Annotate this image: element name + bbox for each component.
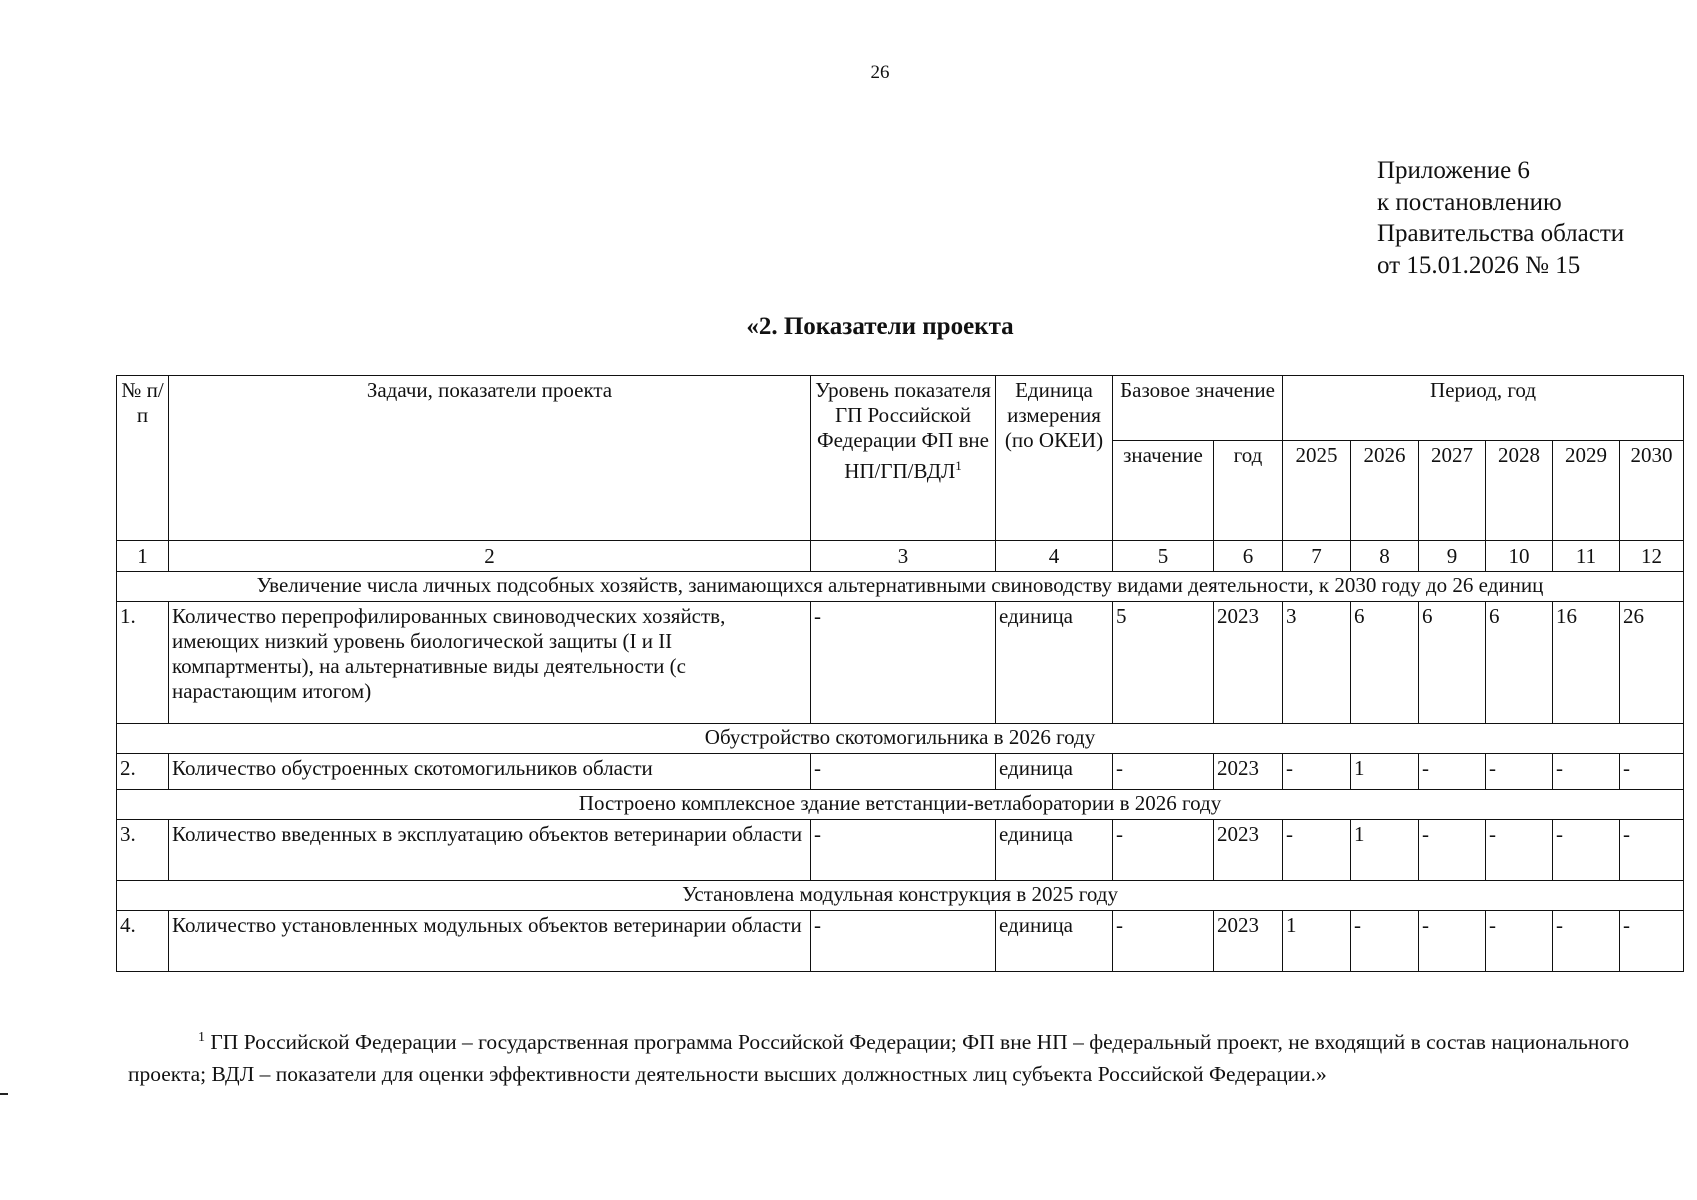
footnote-text: ГП Российской Федерации – государственная программа Российской Федерации; ФП вне НП – федеральный проект, не входящий в состав национального проекта; ВДЛ – показатели для оценки эффективности деятельности высших должностных лиц субъекта Российской Федерации.» <box>128 1029 1630 1086</box>
section-title: Установлена модульная конструкция в 2025 году <box>117 881 1684 911</box>
column-number: 4 <box>996 541 1113 572</box>
indicator-unit: единица <box>996 602 1113 724</box>
value-2026: 1 <box>1351 754 1419 790</box>
indicator-level: - <box>811 911 996 972</box>
column-number: 12 <box>1620 541 1684 572</box>
section-title: Обустройство скотомогильника в 2026 году <box>117 724 1684 754</box>
value-2030: - <box>1620 911 1684 972</box>
row-number: 4. <box>117 911 169 972</box>
margin-dash <box>0 1093 8 1095</box>
indicators-table <box>116 375 1684 972</box>
table-row <box>117 602 1684 724</box>
value-2030: - <box>1620 820 1684 881</box>
column-numbers-row <box>117 541 1684 572</box>
indicator-name: Количество введенных в эксплуатацию объектов ветеринарии области <box>169 820 811 881</box>
section-row <box>117 724 1684 754</box>
base-value: - <box>1113 754 1214 790</box>
value-2027: 6 <box>1419 602 1486 724</box>
indicator-unit: единица <box>996 754 1113 790</box>
value-2028: 6 <box>1486 602 1553 724</box>
base-value: 5 <box>1113 602 1214 724</box>
indicator-name: Количество установленных модульных объектов ветеринарии области <box>169 911 811 972</box>
table-row <box>117 754 1684 790</box>
header-level <box>811 376 996 541</box>
value-2025: 1 <box>1283 911 1351 972</box>
section-row <box>117 572 1684 602</box>
header-year-2028: 2028 <box>1486 441 1553 541</box>
value-2026: 6 <box>1351 602 1419 724</box>
header-base-year: год <box>1214 441 1283 541</box>
indicator-name: Количество перепрофилированных свиноводческих хозяйств, имеющих низкий уровень биологической защиты (I и II компартменты), на альтернативные виды деятельности (с нарастающим итогом) <box>169 602 811 724</box>
value-2030: 26 <box>1620 602 1684 724</box>
row-number: 2. <box>117 754 169 790</box>
value-2030: - <box>1620 754 1684 790</box>
base-year: 2023 <box>1214 602 1283 724</box>
header-year-2029: 2029 <box>1553 441 1620 541</box>
footnote-number: 1 <box>198 1029 205 1045</box>
indicator-unit: единица <box>996 820 1113 881</box>
value-2029: - <box>1553 754 1620 790</box>
header-year-2027: 2027 <box>1419 441 1486 541</box>
page-number: 26 <box>870 62 890 83</box>
appendix-line-3: Правительства области <box>1377 220 1625 247</box>
column-number: 6 <box>1214 541 1283 572</box>
value-2029: - <box>1553 820 1620 881</box>
indicator-unit: единица <box>996 911 1113 972</box>
table-row <box>117 820 1684 881</box>
base-year: 2023 <box>1214 820 1283 881</box>
footnote <box>128 1022 1673 1090</box>
section-row <box>117 790 1684 820</box>
value-2027: - <box>1419 754 1486 790</box>
value-2025: - <box>1283 820 1351 881</box>
header-unit: Единица измерения (по ОКЕИ) <box>996 376 1113 541</box>
header-period: Период, год <box>1283 376 1684 441</box>
table-row <box>117 911 1684 972</box>
value-2026: - <box>1351 911 1419 972</box>
header-num: № п/п <box>117 376 169 541</box>
value-2025: 3 <box>1283 602 1351 724</box>
base-year: 2023 <box>1214 754 1283 790</box>
column-number: 11 <box>1553 541 1620 572</box>
indicator-name: Количество обустроенных скотомогильников области <box>169 754 811 790</box>
section-row <box>117 881 1684 911</box>
value-2026: 1 <box>1351 820 1419 881</box>
header-year-2030: 2030 <box>1620 441 1684 541</box>
column-number: 3 <box>811 541 996 572</box>
appendix-line-2: к постановлению <box>1377 188 1562 216</box>
indicator-level: - <box>811 820 996 881</box>
appendix-reference <box>1377 155 1624 281</box>
value-2027: - <box>1419 820 1486 881</box>
column-number: 1 <box>117 541 169 572</box>
appendix-line-1: Приложение 6 <box>1377 157 1530 184</box>
base-value: - <box>1113 911 1214 972</box>
column-number: 9 <box>1419 541 1486 572</box>
base-year: 2023 <box>1214 911 1283 972</box>
document-title: «2. Показатели проекта <box>746 313 1014 340</box>
value-2025: - <box>1283 754 1351 790</box>
header-year-2026: 2026 <box>1351 441 1419 541</box>
base-value: - <box>1113 820 1214 881</box>
row-number: 3. <box>117 820 169 881</box>
value-2029: 16 <box>1553 602 1620 724</box>
value-2029: - <box>1553 911 1620 972</box>
header-base: Базовое значение <box>1113 376 1283 441</box>
column-number: 7 <box>1283 541 1351 572</box>
value-2028: - <box>1486 820 1553 881</box>
indicator-level: - <box>811 602 996 724</box>
value-2027: - <box>1419 911 1486 972</box>
header-year-2025: 2025 <box>1283 441 1351 541</box>
column-number: 2 <box>169 541 811 572</box>
indicator-level: - <box>811 754 996 790</box>
header-base-value: значение <box>1113 441 1214 541</box>
column-number: 8 <box>1351 541 1419 572</box>
column-number: 5 <box>1113 541 1214 572</box>
column-number: 10 <box>1486 541 1553 572</box>
header-tasks: Задачи, показатели проекта <box>169 376 811 541</box>
section-title: Построено комплексное здание ветстанции-ветлаборатории в 2026 году <box>117 790 1684 820</box>
footnote-marker: 1 <box>955 458 962 473</box>
value-2028: - <box>1486 754 1553 790</box>
section-title: Увеличение числа личных подсобных хозяйств, занимающихся альтернативными свиноводству видами деятельности, к 2030 году до 26 единиц <box>117 572 1684 602</box>
appendix-line-4: от 15.01.2026 № 15 <box>1377 251 1581 279</box>
header-level-text: Уровень показателя ГП Российской Федерации ФП вне НП/ГП/ВДЛ <box>815 378 991 483</box>
row-number: 1. <box>117 602 169 724</box>
value-2028: - <box>1486 911 1553 972</box>
